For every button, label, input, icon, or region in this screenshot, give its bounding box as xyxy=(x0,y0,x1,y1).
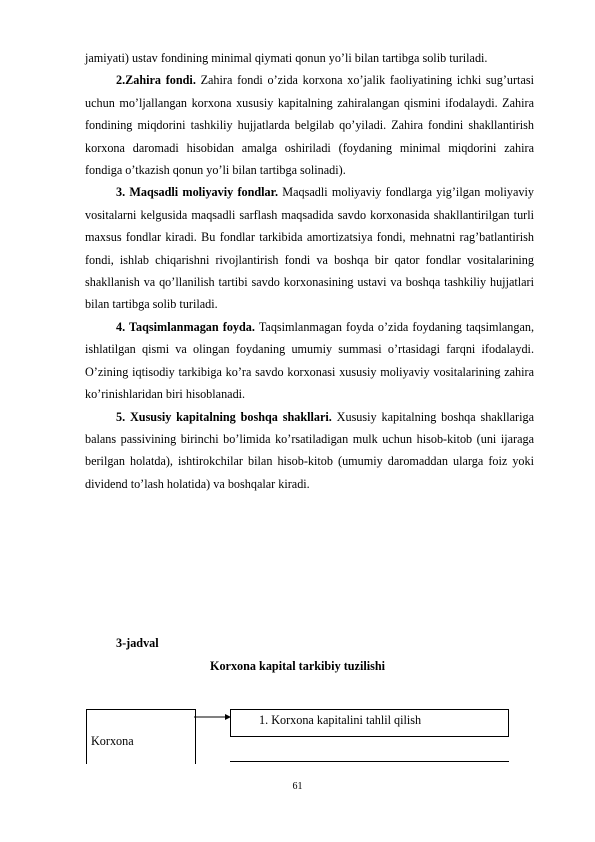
heading-other-forms: 5. Xususiy kapitalning boshqa shakllari. xyxy=(116,409,332,424)
text-other-forms: Xususiy kapitalning boshqa shakllariga balans passivining birinchi bo’limida ko’rsatiladigan mulk uchun hisob-kitob (uni ijaraga berilgan holatda), ishtirokchilar bilan hisob-kitob (umumiy daromaddan ularga foiz yoki dividend to’lash holatida) va boshqalar kiradi. xyxy=(85,409,534,491)
heading-retained-profit: 4. Taqsimlanmagan foyda. xyxy=(116,319,255,334)
heading-reserve-fund: 2.Zahira fondi. xyxy=(116,73,196,88)
table-label: 3-jadval xyxy=(116,636,159,650)
diagram-box-analysis-label: 1. Korxona kapitalini tahlil qilish xyxy=(259,713,422,727)
heading-target-funds: 3. Maqsadli moliyaviy fondlar. xyxy=(116,185,278,200)
paragraph-target-funds xyxy=(85,181,534,315)
diagram-box-company xyxy=(86,709,196,764)
text-reserve-fund: Zahira fondi o’zida korxona xo’jalik faoliyatining ichki sug’urtasi uchun mo’ljallangan korxona xususiy kapitalning zahiralangan qismini ifodalaydi. Zahira fondining miqdorini tashkiliy hujjatlarda belgilab qo’yiladi. Zahira fondini shakllantirish korxona daromadi hisobidan amalga oshiriladi (foydaning minimal miqdorini zahira fondiga o’tkazish qonun yo’li bilan tartibga solinadi). xyxy=(85,73,534,178)
paragraph-continuation: jamiyati) ustav fondining minimal qiymati qonun yo’li bilan tartibga solib turiladi. xyxy=(85,51,488,65)
paragraph-other-forms xyxy=(85,406,534,496)
paragraph-reserve-fund xyxy=(85,69,534,181)
text-target-funds: Maqsadli moliyaviy fondlarga yig’ilgan moliyaviy vositalarni kelgusida maqsadli sarflash maqsadida savdo korxonasida shakllantirilgan turli maxsus fondlar kiradi. Bu fondlar tarkibida amortizatsiya fondi, mehnatni rag’batlantirish fondi, ishlab chiqarishni rivojlantirish fondi va boshqa bir qator fondlar vositalarining shakllanish va qo’llanilish tartibi savdo korxonasining ustavi va boshqa tashkiliy hujjatlari bilan tartibga solib turiladi. xyxy=(85,185,534,312)
arrow-right-icon xyxy=(194,712,232,722)
paragraph-retained-profit xyxy=(85,316,534,406)
page-number: 61 xyxy=(292,781,303,792)
diagram-box-analysis xyxy=(230,709,509,737)
body-text xyxy=(85,47,534,495)
text-retained-profit: Taqsimlanmagan foyda o’zida foydaning taqsimlangan, ishlatilgan qismi va olingan foydaning umumiy summasi o’rtasidagi farqni ifodalaydi. O’zining iqtisodiy tarkibiga ko’ra savdo korxonasi xususiy moliyaviy vositalarining zahira ko’rinishlaridan biri hisoblanadi. xyxy=(85,319,534,402)
diagram-title: Korxona kapital tarkibiy tuzilishi xyxy=(209,659,386,673)
diagram-box-company-label: Korxona xyxy=(91,734,134,748)
diagram-next-box-edge xyxy=(230,761,509,762)
